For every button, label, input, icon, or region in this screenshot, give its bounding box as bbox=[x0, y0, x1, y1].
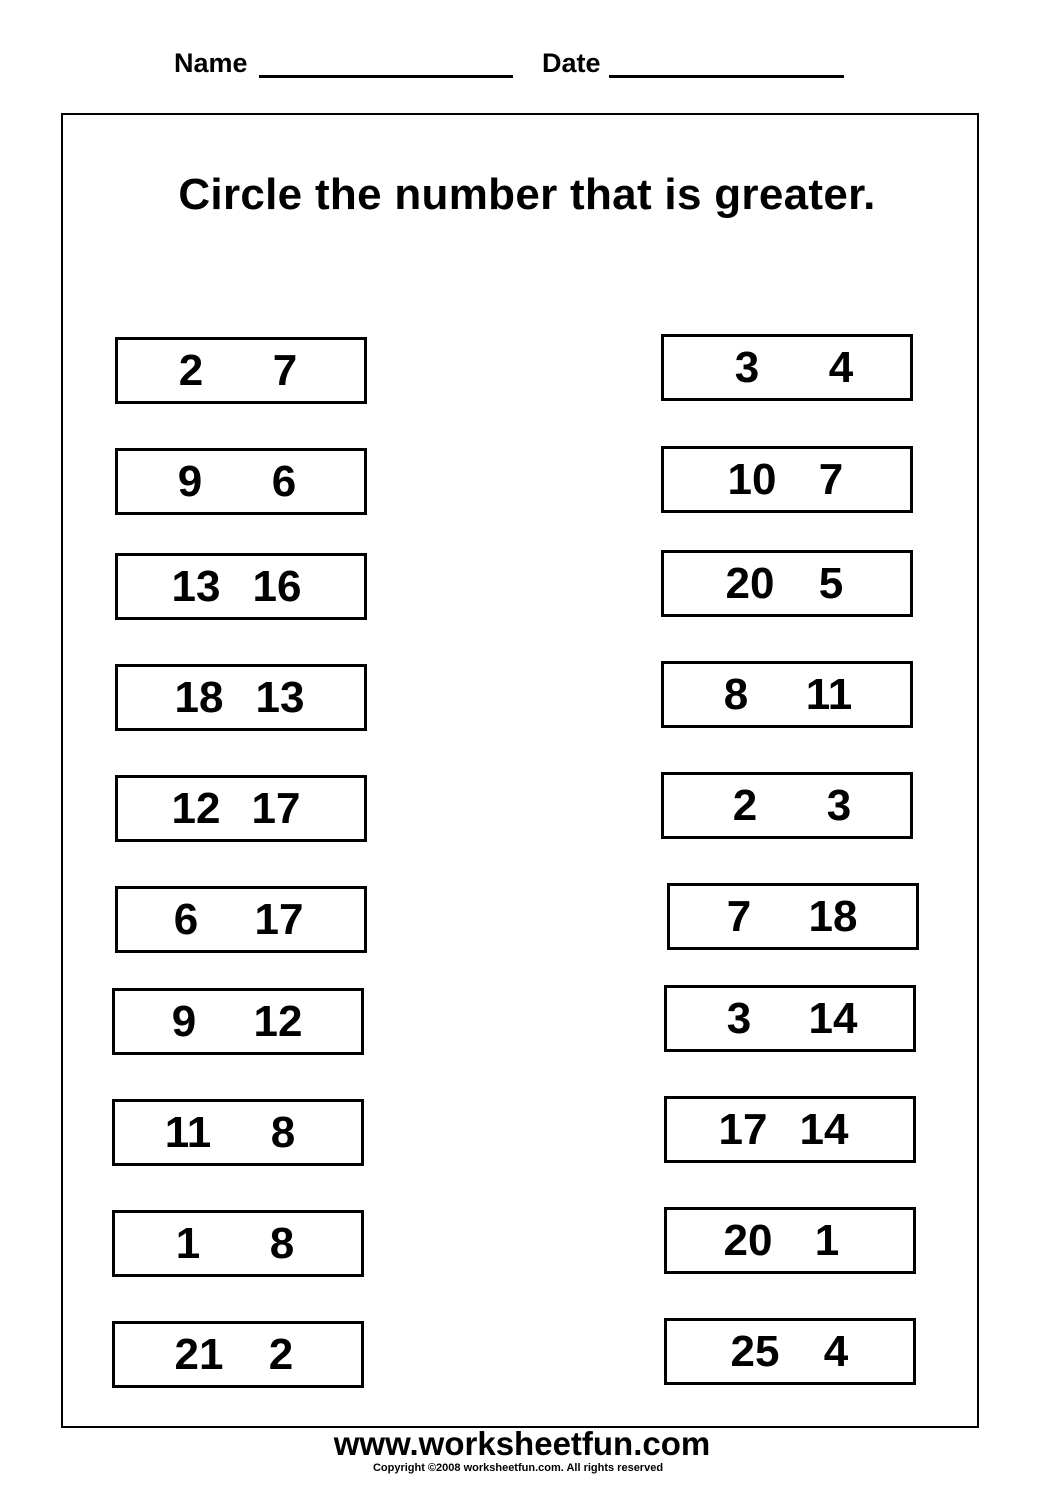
number-choice[interactable]: 2 bbox=[732, 780, 758, 830]
comparison-box bbox=[115, 448, 367, 515]
number-choice[interactable]: 3 bbox=[726, 993, 752, 1043]
comparison-box bbox=[661, 550, 913, 617]
number-choice[interactable]: 6 bbox=[271, 456, 297, 506]
comparison-box bbox=[664, 985, 916, 1052]
number-choice[interactable]: 1 bbox=[814, 1215, 840, 1265]
number-choice[interactable]: 8 bbox=[723, 669, 749, 719]
number-choice[interactable]: 2 bbox=[268, 1329, 294, 1379]
number-choice[interactable]: 13 bbox=[171, 561, 221, 611]
number-choice[interactable]: 5 bbox=[818, 558, 844, 608]
number-choice[interactable]: 18 bbox=[808, 891, 858, 941]
number-choice[interactable]: 20 bbox=[723, 1215, 773, 1265]
comparison-box bbox=[664, 1207, 916, 1274]
date-label: Date bbox=[542, 48, 601, 78]
comparison-box bbox=[661, 661, 913, 728]
number-choice[interactable]: 12 bbox=[253, 996, 303, 1046]
footer-copyright: Copyright ©2008 worksheetfun.com. All rights reserved bbox=[372, 1462, 664, 1474]
number-choice[interactable]: 1 bbox=[175, 1218, 201, 1268]
number-choice[interactable]: 16 bbox=[252, 561, 302, 611]
comparison-box bbox=[115, 553, 367, 620]
number-choice[interactable]: 18 bbox=[174, 672, 224, 722]
comparison-box bbox=[112, 1099, 364, 1166]
comparison-box bbox=[664, 1096, 916, 1163]
comparison-box bbox=[115, 775, 367, 842]
number-choice[interactable]: 17 bbox=[254, 894, 304, 944]
number-choice[interactable]: 6 bbox=[173, 894, 199, 944]
number-choice[interactable]: 4 bbox=[823, 1326, 849, 1376]
number-choice[interactable]: 21 bbox=[174, 1329, 224, 1379]
comparison-box bbox=[664, 1318, 916, 1385]
number-choice[interactable]: 11 bbox=[164, 1107, 212, 1157]
date-blank-line[interactable] bbox=[609, 75, 844, 78]
number-choice[interactable]: 8 bbox=[270, 1107, 296, 1157]
worksheet-title: Circle the number that is greater. bbox=[178, 170, 876, 219]
number-choice[interactable]: 8 bbox=[269, 1218, 295, 1268]
number-choice[interactable]: 14 bbox=[799, 1104, 849, 1154]
number-choice[interactable]: 9 bbox=[177, 456, 203, 506]
number-choice[interactable]: 9 bbox=[171, 996, 197, 1046]
comparison-box bbox=[112, 1210, 364, 1277]
comparison-box bbox=[115, 337, 367, 404]
number-choice[interactable]: 3 bbox=[734, 342, 760, 392]
name-label: Name bbox=[174, 48, 248, 78]
number-choice[interactable]: 10 bbox=[727, 454, 777, 504]
number-choice[interactable]: 7 bbox=[272, 345, 298, 395]
header-row bbox=[0, 44, 1054, 84]
number-choice[interactable]: 12 bbox=[171, 783, 221, 833]
name-blank-line[interactable] bbox=[259, 75, 513, 78]
comparison-box bbox=[661, 334, 913, 401]
comparison-box bbox=[112, 988, 364, 1055]
comparison-box bbox=[115, 886, 367, 953]
number-choice[interactable]: 20 bbox=[725, 558, 775, 608]
number-choice[interactable]: 7 bbox=[818, 454, 844, 504]
number-choice[interactable]: 14 bbox=[808, 993, 858, 1043]
number-choice[interactable]: 13 bbox=[255, 672, 305, 722]
number-choice[interactable]: 25 bbox=[730, 1326, 780, 1376]
comparison-box bbox=[667, 883, 919, 950]
comparison-box bbox=[661, 772, 913, 839]
number-choice[interactable]: 17 bbox=[718, 1104, 768, 1154]
number-choice[interactable]: 17 bbox=[251, 783, 301, 833]
footer-url: www.worksheetfun.com bbox=[333, 1425, 711, 1462]
number-choice[interactable]: 4 bbox=[828, 342, 854, 392]
number-choice[interactable]: 7 bbox=[726, 891, 752, 941]
number-choice[interactable]: 11 bbox=[805, 669, 853, 719]
number-choice[interactable]: 2 bbox=[178, 345, 204, 395]
number-choice[interactable]: 3 bbox=[826, 780, 852, 830]
comparison-box bbox=[112, 1321, 364, 1388]
comparison-box bbox=[661, 446, 913, 513]
comparison-box bbox=[115, 664, 367, 731]
